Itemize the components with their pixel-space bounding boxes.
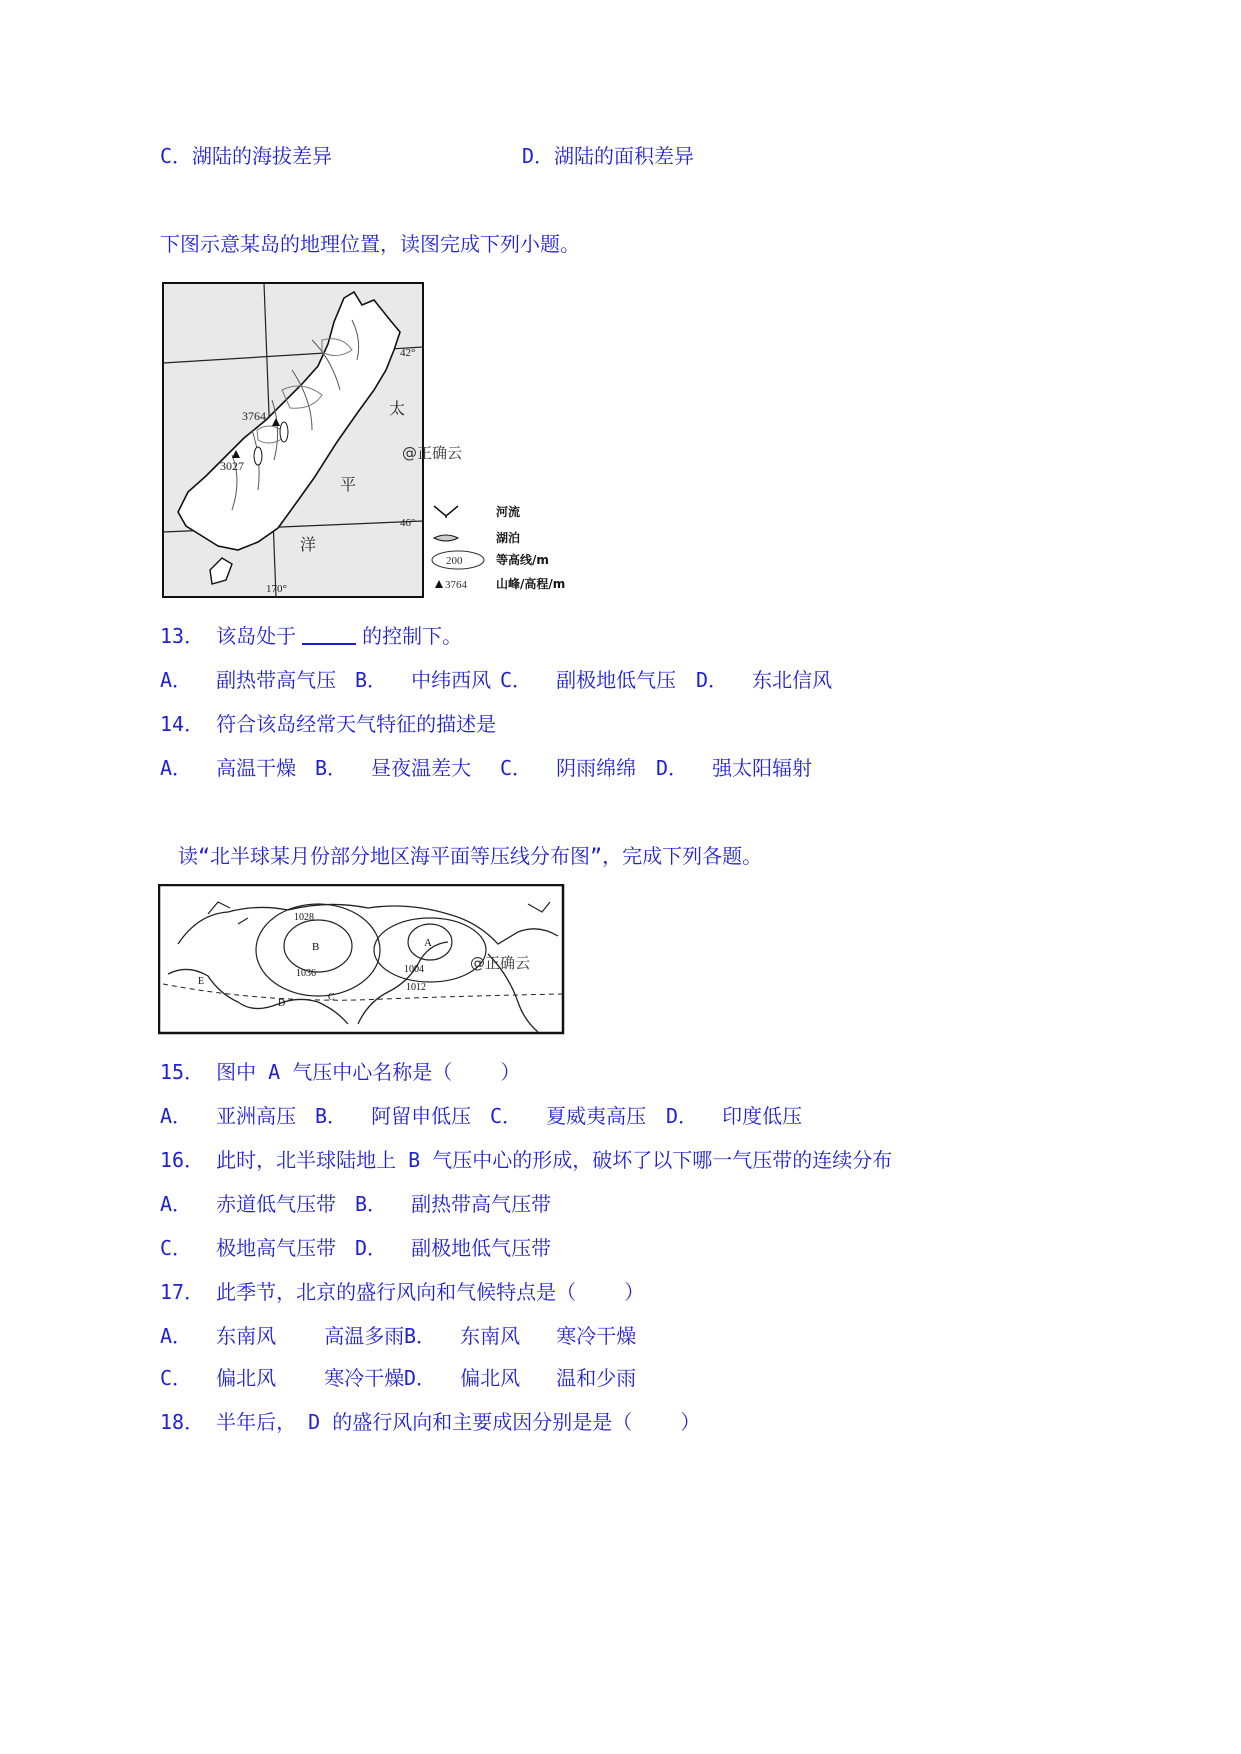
map-label-c: C [328, 992, 335, 1003]
q15-option-b[interactable]: B． 阿留申低压 [315, 1104, 472, 1128]
option-d-prev: D．湖陆的面积差异 [522, 144, 695, 168]
q17-option-a[interactable]: A． 东南风 高温多雨 [160, 1324, 405, 1348]
q14-option-b[interactable]: B． 昼夜温差大 [315, 756, 472, 780]
peak-label-1: 3764 [242, 409, 266, 423]
intro-island-map: 下图示意某岛的地理位置，读图完成下列小题。 [160, 232, 580, 256]
q13-stem-b: 的控制下。 [362, 624, 463, 648]
q13-option-d[interactable]: D． 东北信风 [696, 668, 833, 692]
island-map [162, 280, 592, 600]
option-c-prev: C．湖陆的海拔差异 [160, 144, 333, 168]
q14-option-a[interactable]: A． 高温干燥 [160, 756, 297, 780]
q15-option-a[interactable]: A． 亚洲高压 [160, 1104, 297, 1128]
legend-contour-label: 等高线/m [496, 553, 549, 567]
isobar-label-1036: 1036 [296, 968, 316, 979]
isobar-label-1012: 1012 [406, 982, 426, 993]
legend-peak-icon [435, 580, 443, 588]
legend-contour-value: 200 [446, 555, 463, 567]
q17-option-d[interactable]: D． 偏北风 温和少雨 [404, 1366, 637, 1390]
ocean-char-1: 太 [389, 401, 406, 418]
q13-stem-a: 13． 该岛处于 [160, 624, 297, 648]
intro-pressure-map: 读“北半球某月份部分地区海平面等压线分布图”，完成下列各题。 [178, 844, 763, 868]
watermark-2: @正确云 [470, 954, 531, 972]
ocean-char-3: 洋 [300, 537, 317, 554]
q13-option-b[interactable]: B． 中纬西风 [355, 668, 492, 692]
q16-option-d[interactable]: D． 副极地低气压带 [355, 1236, 552, 1260]
q16-option-c[interactable]: C． 极地高气压带 [160, 1236, 337, 1260]
pressure-center-b: B [312, 941, 320, 953]
longitude-170-label: 170° [266, 583, 287, 595]
legend-peak-label: 山峰/高程/m [496, 577, 566, 591]
legend-river-label: 河流 [496, 505, 521, 519]
q13-option-a[interactable]: A． 副热带高气压 [160, 668, 337, 692]
question-18-stem: 18． 半年后， D 的盛行风向和主要成因分别是是（ ） [160, 1410, 701, 1434]
latitude-42-label: 42° [400, 347, 416, 359]
q16-option-b[interactable]: B． 副热带高气压带 [355, 1192, 552, 1216]
q17-option-b[interactable]: B． 东南风 寒冷干燥 [404, 1324, 637, 1348]
q15-option-d[interactable]: D． 印度低压 [666, 1104, 803, 1128]
pressure-center-a: A [424, 937, 432, 949]
question-17-stem: 17． 此季节，北京的盛行风向和气候特点是（ ） [160, 1280, 645, 1304]
isobar-label-1004: 1004 [404, 964, 424, 975]
peak-label-2: 3027 [220, 459, 244, 473]
q14-option-d[interactable]: D． 强太阳辐射 [656, 756, 813, 780]
question-15-stem: 15． 图中 A 气压中心名称是（ ） [160, 1060, 521, 1084]
q17-option-c[interactable]: C． 偏北风 寒冷干燥 [160, 1366, 405, 1390]
question-14-stem: 14． 符合该岛经常天气特征的描述是 [160, 712, 497, 736]
question-16-stem: 16． 此时，北半球陆地上 B 气压中心的形成，破坏了以下哪一气压带的连续分布 [160, 1148, 893, 1172]
q16-option-a[interactable]: A． 赤道低气压带 [160, 1192, 337, 1216]
question-13-stem [160, 622, 462, 650]
legend-river-icon [434, 506, 458, 518]
legend-lake-label: 湖泊 [496, 531, 521, 545]
legend-lake-icon [434, 535, 458, 541]
q15-option-c[interactable]: C． 夏威夷高压 [490, 1104, 647, 1128]
map-label-d: D [278, 998, 286, 1009]
q14-option-c[interactable]: C． 阴雨绵绵 [500, 756, 637, 780]
watermark-1: @正确云 [402, 444, 463, 462]
q13-blank [302, 623, 356, 645]
legend-peak-value: 3764 [445, 579, 467, 591]
ocean-char-2: 平 [340, 477, 357, 494]
isobar-label-1028: 1028 [294, 912, 314, 923]
q13-option-c[interactable]: C． 副极地低气压 [500, 668, 677, 692]
map-label-e: E [198, 976, 205, 987]
latitude-46-label: 46° [400, 517, 416, 529]
isobar-map [158, 884, 566, 1036]
